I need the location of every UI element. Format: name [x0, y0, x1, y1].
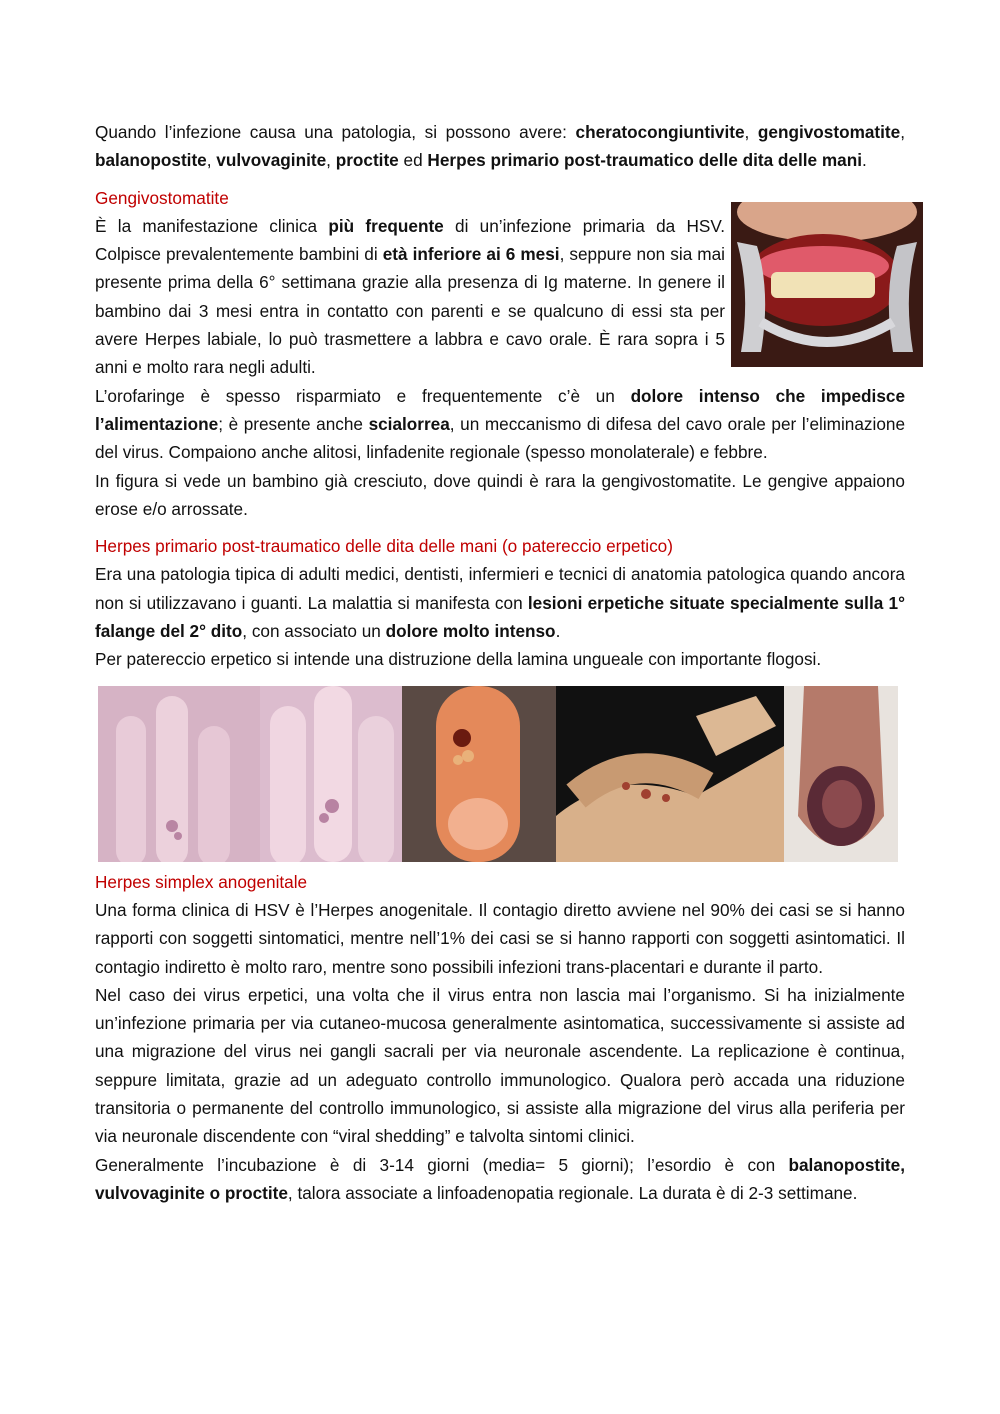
bold-term: più frequente — [328, 215, 444, 236]
finger-lesions-figure — [98, 686, 898, 862]
text-run: Generalmente l’incubazione è di 3-14 giorni (media= 5 giorni); l’esordio è con — [95, 1154, 789, 1175]
text-run: Quando l’infezione causa una patologia, si possono avere: — [95, 122, 576, 142]
section-heading-gengivostomatite: Gengivostomatite — [95, 187, 229, 208]
bold-term: proctite — [335, 150, 399, 171]
bold-term: gengivostomatite — [757, 122, 901, 142]
bold-term: vulvovaginite — [216, 150, 327, 171]
intro-paragraph — [95, 118, 905, 175]
text-run: , un meccanismo di difesa del cavo orale per l’eliminazione del virus. Compaiono anche alitosi, linfadenite regionale (spesso monolaterale) e febbre. — [95, 413, 906, 463]
gingivostomatitis-photo — [731, 202, 923, 367]
bold-term: dolore molto intenso — [385, 621, 556, 642]
text-run: di un’infezione primaria da HSV. Colpisce prevalentemente bambini di — [95, 215, 726, 265]
anogenitale-paragraph-1: Una forma clinica di HSV è l’Herpes anogenitale. Il contagio diretto avviene nel 90% dei casi se si hanno rapporti con soggetti sintomatici, mentre nell’1% dei casi se si hanno rapporti con soggetti asintomatici. Il contagio indiretto è molto raro, mentre sono possibili infezioni trans-placentari e durante il parto. — [95, 899, 905, 977]
text-run: ed — [398, 150, 428, 171]
text-run: . — [555, 621, 561, 642]
hand-vesicles-closeup-photo — [260, 686, 402, 862]
text-run: . — [861, 150, 867, 171]
patereccio-paragraph-2: Per patereccio erpetico si intende una distruzione della lamina ungueale con importante flogosi. — [95, 649, 822, 670]
text-run: , — [326, 150, 336, 171]
bold-term: lesioni erpetiche situate specialmente sulla 1° falange del 2° dito — [95, 592, 905, 642]
text-run: ; è presente anche — [218, 413, 369, 434]
bold-term: balanopostite — [95, 150, 207, 171]
section-heading-patereccio: Herpes primario post-traumatico delle dita delle mani (o patereccio erpetico) — [95, 536, 673, 557]
bold-term: età inferiore ai 6 mesi — [382, 244, 560, 265]
hand-vesicles-photo — [98, 686, 260, 862]
gengivostomatite-paragraph-2 — [95, 382, 905, 467]
gengivostomatite-paragraph-3: In figura si vede un bambino già cresciuto, dove quindi è rara la gengivostomatite. Le gengive appaiono erose e/o arrossate. — [95, 470, 905, 519]
text-run: L’orofaringe è spesso risparmiato e frequentemente c’è un — [95, 385, 631, 406]
bold-term: dolore intenso che impedisce l’alimentazione — [95, 385, 906, 434]
hand-lesions-photo — [556, 686, 784, 862]
bold-term: scialorrea — [368, 413, 450, 434]
bold-term: Herpes primario post-traumatico delle dita delle mani — [427, 150, 862, 171]
text-run: , con associato un — [242, 621, 386, 642]
text-run: , — [206, 150, 217, 171]
text-run: È la manifestazione clinica — [95, 215, 329, 236]
herpetic-whitlow-photo — [784, 686, 898, 862]
text-run: , talora associate a linfoadenopatia regionale. La durata è di 2-3 settimane. — [287, 1182, 858, 1203]
text-run: , — [900, 122, 905, 142]
bold-term: balanopostite, vulvovaginite o proctite — [95, 1154, 905, 1203]
document-page — [95, 118, 905, 1207]
anogenitale-paragraph-3 — [95, 1151, 905, 1208]
patereccio-paragraph-1 — [95, 560, 905, 645]
bold-term: cheratocongiuntivite — [575, 122, 745, 142]
finger-lesion-photo — [402, 686, 556, 862]
text-run: Era una patologia tipica di adulti medici, dentisti, infermieri e tecnici di anatomia patologica quando ancora non si utilizzavano i guanti. La malattia si manifesta con — [95, 564, 905, 613]
anogenitale-paragraph-2: Nel caso dei virus erpetici, una volta che il virus entra non lascia mai l’organismo. Si ha inizialmente un’infezione primaria per via cutaneo-mucosa generalmente asintomatica, successivamente si assiste ad una migrazione del virus nei gangli sacrali per via neuronale ascendente. La replicazione è continua, seppure limitata, grazie ad un adeguato controllo immunologico. Qualora però accada una riduzione transitoria o permanente del controllo immunologico, si assiste alla migrazione del virus alla periferia per via neuronale discendente con “viral shedding” e talvolta sintomi clinici. — [95, 984, 905, 1147]
text-run: , seppure non sia mai presente prima della 6° settimana grazie alla presenza di Ig materne. In genere il bambino dai 3 mesi entra in contatto con parenti e se qualcuno di essi sta per avere Herpes labiale, lo può trasmettere a labbra e cavo orale. È rara sopra i 5 anni e molto rara negli adulti. — [95, 244, 725, 378]
section-heading-anogenitale: Herpes simplex anogenitale — [95, 871, 308, 892]
text-run: , — [744, 122, 758, 142]
